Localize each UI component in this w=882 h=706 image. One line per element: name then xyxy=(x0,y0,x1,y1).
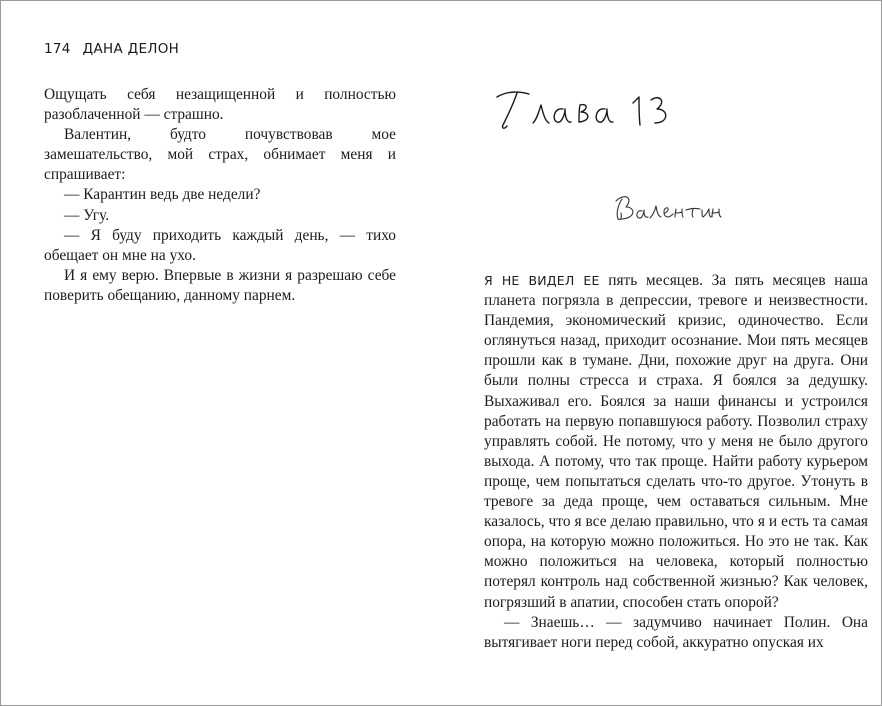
paragraph: И я ему верю. Впервые в жизни я разрешаю себе поверить обещанию, данному парнем. xyxy=(44,266,396,304)
pov-name-script xyxy=(612,191,724,227)
author-name: ДАНА ДЕЛОН xyxy=(82,41,180,57)
chapter-opening-paragraph xyxy=(484,271,868,613)
dialogue-line: — Знаешь… — задумчиво начинает Полин. Она вытягивает ноги перед собой, аккуратно опуская их xyxy=(484,613,868,651)
paragraph: Валентин, будто почувствовав мое замешательство, мой страх, обнимает меня и спрашивает: xyxy=(44,126,396,184)
chapter-title-script xyxy=(493,85,683,137)
right-page-text xyxy=(484,271,868,653)
running-head xyxy=(44,41,179,57)
dialogue-line: — Карантин ведь две недели? xyxy=(64,186,261,204)
dialogue-line: — Угу. xyxy=(64,206,110,224)
lead-in-caps: Я НЕ ВИДЕЛ ЕЕ xyxy=(484,273,600,288)
left-page-text xyxy=(44,85,396,306)
paragraph-text: пять месяцев. За пять месяцев наша планета погрязла в депрессии, тревоге и неизвестности. Пандемия, экономический кризис, одиночество. Если оглянуться назад, приходит осознание. Мои пять месяцев прошли как в тумане. Дни, похожие друг на друга. Они были полны стресса и страха. Я боялся за дедушку. Выхаживал его. Боялся за наши финансы и устроился работать на первую попавшуюся работу. Позволил страху управлять собой. Не потому, что у меня не было другого выхода. А потому, что так проще. Найти работу курьером проще, чем попытаться сделать что-то другое. Утонуть в тревоге за деда проще, чем оставаться сильным. Мне казалось, что я все делаю правильно, что я и есть та самая опора, на которую можно положиться. Но это не так. Как можно положиться на человека, который полностью потерял контроль над собственной жизнью? Как человек, погрязший в апатии, способен стать опорой? xyxy=(484,272,868,611)
dialogue-line: — Я буду приходить каждый день, — тихо обещает он мне на ухо. xyxy=(44,226,396,264)
right-page xyxy=(441,1,881,705)
chapter-title xyxy=(493,85,683,137)
paragraph: Ощущать себя незащищенной и полностью разоблаченной — страшно. xyxy=(44,86,396,124)
chapter-pov xyxy=(612,191,724,227)
page-number: 174 xyxy=(44,41,71,57)
left-page xyxy=(1,1,441,705)
